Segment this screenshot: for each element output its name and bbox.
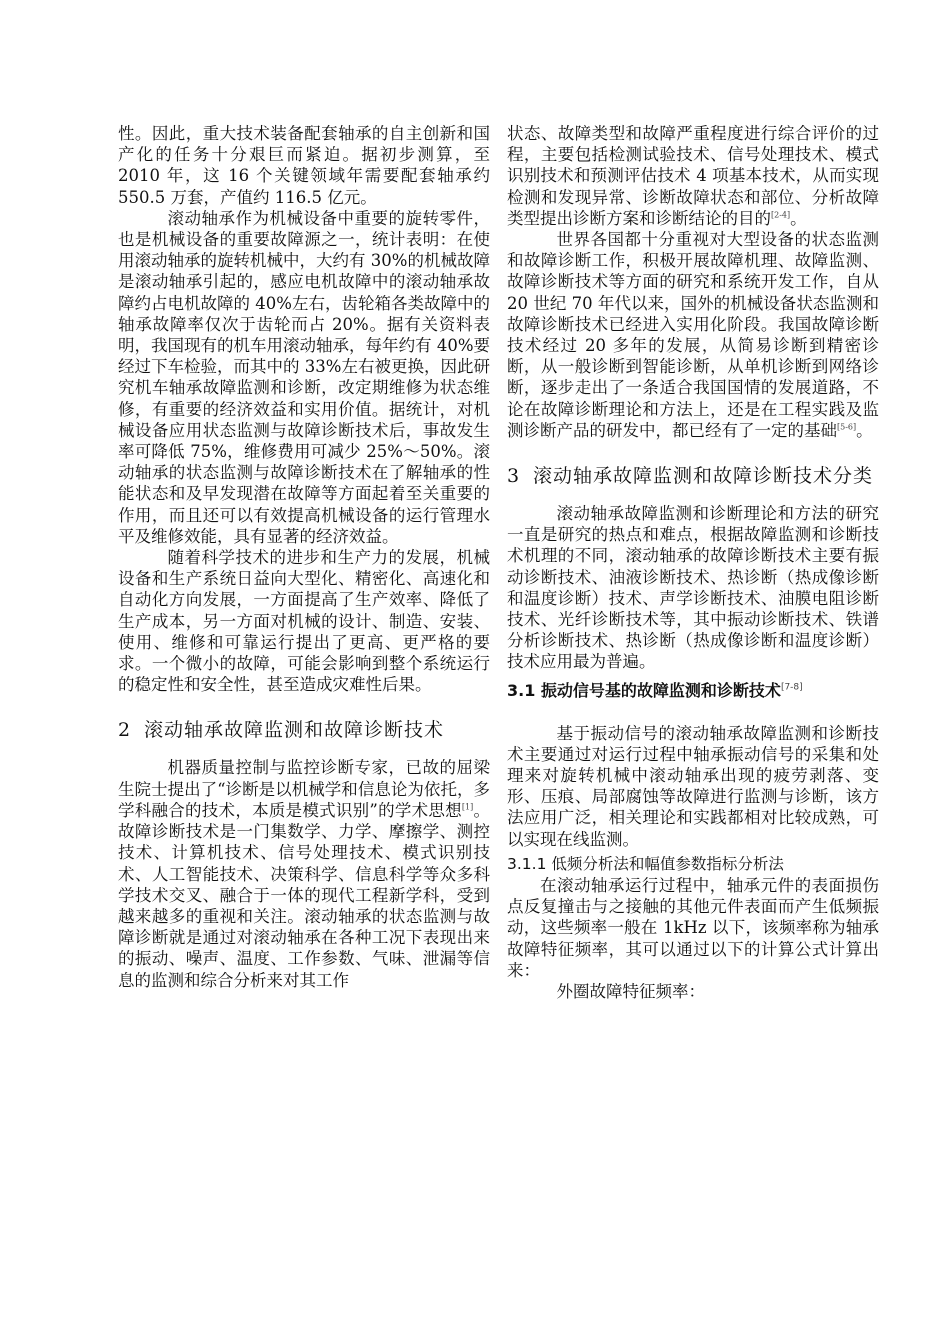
paragraph: 基于振动信号的滚动轴承故障监测和诊断技术主要通过对运行过程中轴承振动信号的采集和处理来对旋转机械中滚动轴承出现的疲劳剥落、变形、压痕、局部腐蚀等故障进行监测与诊断，该方法应用广泛，相关理论和实践都相对比较成熟，可以实现在线监测。	[507, 723, 879, 849]
citation-ref: [7-8]	[780, 682, 803, 693]
paragraph-text: 状态、故障类型和故障严重程度进行综合评价的过程，主要包括检测试验技术、信号处理技术、模式识别技术和预测评估技术 4 项基本技术，从而实现检测和发现异常、诊断故障状态和部位、分析故障类型提出诊断方案和诊断结论的目的	[507, 124, 879, 228]
paragraph: 在滚动轴承运行过程中，轴承元件的表面损伤点反复撞击与之接触的其他元件表面而产生低频振动，这些频率一般在 1kHz 以下，该频率称为轴承故障特征频率，其可以通过以下的计算公式计算出来：	[507, 875, 879, 980]
citation-ref: [5-6]	[837, 422, 857, 432]
paragraph-text: 机器质量控制与监控诊断专家，已故的屈梁生院士提出了“诊断是以机械学和信息论为依托，多学科融合的技术，本质是模式识别”的学术思想	[118, 758, 490, 820]
subsection-number: 3.1	[507, 680, 536, 700]
paragraph	[118, 757, 490, 990]
subsection-heading-3-1	[507, 681, 879, 701]
subsubsection-number: 3.1.1	[507, 854, 547, 873]
citation-ref: [2-4]	[771, 210, 791, 220]
right-column	[507, 123, 879, 1002]
section-number: 2	[118, 719, 132, 742]
paragraph	[507, 123, 879, 229]
paragraph: 滚动轴承作为机械设备中重要的旋转零件，也是机械设备的重要故障源之一，统计表明：在使用滚动轴承的旋转机械中，大约有 30%的机械故障是滚动轴承引起的，感应电机故障中的滚动轴承故障约占电机故障的 40%左右，齿轮箱各类故障中的轴承故障率仅次于齿轮而占 20%。据有关资料表明，我国现有的机车用滚动轴承，每年约有 40%要经过下车检验，而其中的 33%左右被更换，因此研究机车轴承故障监测和诊断，改定期维修为状态维修，有重要的经济效益和实用价值。据统计，对机械设备应用状态监测与故障诊断技术后，事故发生率可降低 75%，维修费用可减少 25%～50%。滚动轴承的状态监测与故障诊断技术在了解轴承的性能状态和及早发现潜在故障等方面起着至关重要的作用，而且还可以有效提高机械设备的运行管理水平及维修效能，具有显著的经济效益。	[118, 208, 490, 546]
section-heading-3	[507, 461, 879, 491]
left-column	[118, 123, 490, 991]
paragraph-text: 世界各国都十分重视对大型设备的状态监测和故障诊断工作，积极开展故障机理、故障监测、故障诊断技术等方面的研究和系统开发工作，自从 20 世纪 70 年代以来，国外的机械设备状态监测和故障诊断技术已经进入实用化阶段。我国故障诊断技术经过 20 多年的发展，从简易诊断到精密诊断，从一般诊断到智能诊断，从单机诊断到网络诊断，逐步走出了一条适合我国国情的发展道路，不论在故障诊断理论和方法上，还是在工程实践及监测诊断产品的研发中，都已经有了一定的基础	[507, 230, 879, 440]
paragraph	[507, 229, 879, 441]
section-title: 滚动轴承故障监测和故障诊断技术	[144, 719, 445, 742]
paragraph: 性。因此，重大技术装备配套轴承的自主创新和国产化的任务十分艰巨而紧迫。据初步测算，至 2010 年，这 16 个关键领域年需要配套轴承约 550.5 万套，产值约 116.5 亿元。	[118, 124, 490, 207]
paragraph-text: 。	[790, 208, 807, 228]
paragraph-text: 。故障诊断技术是一门集数学、力学、摩擦学、测控技术、计算机技术、信号处理技术、模式识别技术、人工智能技术、决策科学、信息科学等众多科学技术交叉、融合于一体的现代工程新学科，受到越来越多的重视和关注。滚动轴承的状态监测与故障诊断就是通过对滚动轴承在各种工况下表现出来的振动、噪声、温度、工作参数、气味、泄漏等信息的监测和综合分析来对其工作	[118, 800, 491, 990]
paragraph: 滚动轴承故障监测和诊断理论和方法的研究一直是研究的热点和难点，根据故障监测和诊断技术机理的不同，滚动轴承的故障诊断技术主要有振动诊断技术、油液诊断技术、热诊断（热成像诊断和温度诊断）技术、声学诊断技术、油膜电阻诊断技术、光纤诊断技术等，其中振动诊断技术、铁谱分析诊断技术、热诊断（热成像诊断和温度诊断）技术应用最为普遍。	[507, 504, 879, 672]
subsubsection-heading-3-1-1	[507, 854, 879, 875]
section-heading-2	[118, 715, 490, 745]
citation-ref: [1]	[461, 802, 474, 812]
section-title: 滚动轴承故障监测和故障诊断技术分类	[533, 465, 874, 488]
subsection-title: 振动信号基的故障监测和诊断技术	[540, 680, 781, 700]
section-number: 3	[507, 465, 521, 488]
paragraph: 外圈故障特征频率：	[556, 981, 705, 1001]
paragraph-text: 。	[856, 420, 873, 440]
paragraph: 随着科学技术的进步和生产力的发展，机械设备和生产系统日益向大型化、精密化、高速化和自动化方向发展，一方面提高了生产效率、降低了生产成本，另一方面对机械的设计、制造、安装、使用、维修和可靠运行提出了更高、更严格的要求。一个微小的故障，可能会影响到整个系统运行的稳定性和安全性，甚至造成灾难性后果。	[118, 548, 490, 695]
subsubsection-title: 低频分析法和幅值参数指标分析法	[551, 854, 784, 873]
